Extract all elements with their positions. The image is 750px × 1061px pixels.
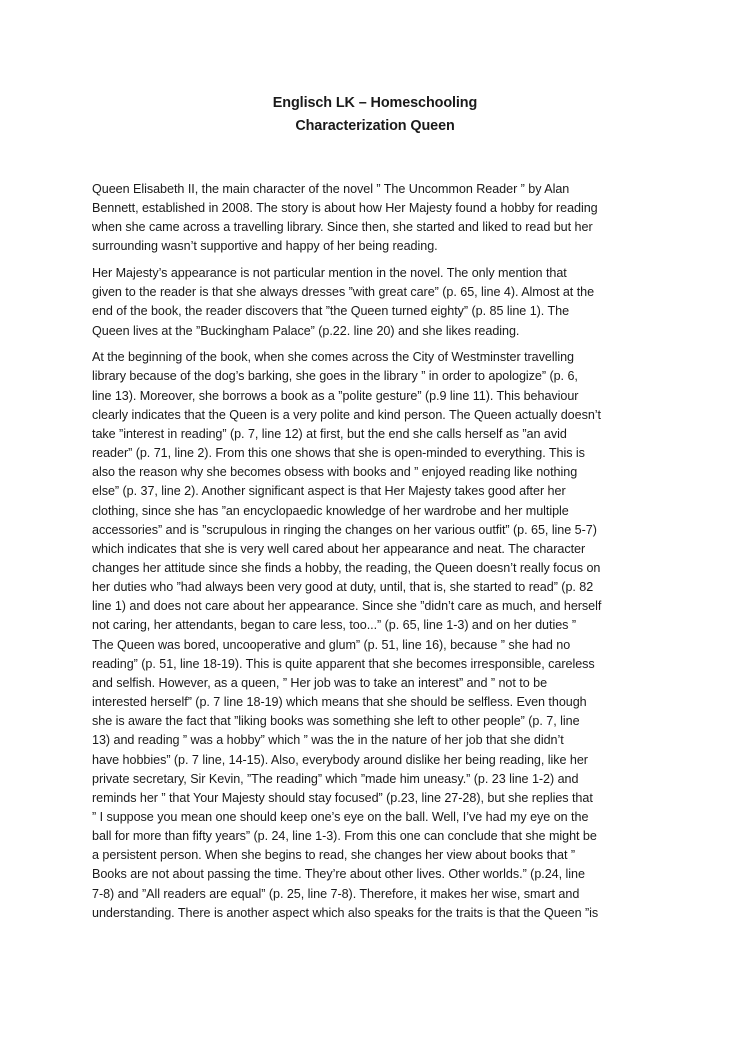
text-line: have hobbies” (p. 7 line, 14-15). Also, everybody around dislike her being reading, like her <box>92 752 588 767</box>
document-title: Englisch LK – Homeschooling <box>272 95 478 111</box>
text-line: when she came across a travelling library. Since then, she started and liked to read but her <box>92 220 593 235</box>
text-line: reminds her ” that Your Majesty should stay focused” (p.23, line 27-28), but she replies that <box>92 790 593 805</box>
text-line: 13) and reading ” was a hobby” which ” was the in the nature of her job that she didn’t <box>92 733 564 748</box>
text-line: accessories” and is ”scrupulous in ringing the changes on her various outfit” (p. 65, line 5-7) <box>92 522 597 537</box>
text-line: 7-8) and ”All readers are equal” (p. 25, line 7-8). Therefore, it makes her wise, smart and <box>92 886 580 901</box>
document-subtitle: Characterization Queen <box>295 118 455 134</box>
text-line: clearly indicates that the Queen is a very polite and kind person. The Queen actually doesn’t <box>92 407 601 422</box>
paragraph <box>92 264 657 341</box>
text-line: which indicates that she is very well cared about her appearance and neat. The character <box>92 541 586 556</box>
text-line: ball for more than fifty years” (p. 24, line 1-3). From this one can conclude that she might be <box>92 829 597 844</box>
text-line: reading” (p. 51, line 18-19). This is quite apparent that she becomes irresponsible, careless <box>92 656 595 671</box>
text-line: she is aware the fact that ”liking books was something she left to other people” (p. 7, line <box>92 714 580 729</box>
text-line: clothing, since she has ”an encyclopaedic knowledge of her wardrobe and her multiple <box>92 503 569 518</box>
text-line: take ”interest in reading” (p. 7, line 12) at first, but the end she calls herself as ”an avid <box>92 426 567 441</box>
text-line: her duties who ”had always been very good at duty, until, that is, she started to read” (p. 82 <box>92 580 594 595</box>
paragraph <box>92 180 657 257</box>
text-line: The Queen was bored, uncooperative and glum” (p. 51, line 16), because ” she had no <box>92 637 571 652</box>
text-line: not caring, her attendants, began to care less, too...” (p. 65, line 1-3) and on her duties ” <box>92 618 576 633</box>
text-line: end of the book, the reader discovers that ”the Queen turned eighty” (p. 85 line 1). The <box>92 304 570 319</box>
text-line: also the reason why she becomes obsess with books and ” enjoyed reading like nothing <box>92 465 578 480</box>
document-body <box>92 180 657 930</box>
text-line: private secretary, Sir Kevin, ”The reading” which ”made him uneasy.” (p. 23 line 1-2) and <box>92 771 579 786</box>
text-line: library because of the dog’s barking, she goes in the library ” in order to apologize” (p. 6, <box>92 369 578 384</box>
text-line: Her Majesty’s appearance is not particular mention in the novel. The only mention that <box>92 266 567 281</box>
text-line: ” I suppose you mean one should keep one’s eye on the ball. Well, I’ve had my eye on the <box>92 810 589 824</box>
paragraph <box>92 348 657 923</box>
text-line: Queen lives at the ”Buckingham Palace” (p.22. line 20) and she likes reading. <box>92 323 520 338</box>
text-line: reader” (p. 71, line 2). From this one shows that she is open-minded to everything. This is <box>92 446 585 461</box>
text-line: Books are not about passing the time. They’re about other lives. Other worlds.” (p.24, line <box>92 867 585 882</box>
text-line: At the beginning of the book, when she comes across the City of Westminster travelling <box>92 350 574 365</box>
text-line: Queen Elisabeth II, the main character of the novel ” The Uncommon Reader ” by Alan <box>92 182 570 196</box>
text-line: line 13). Moreover, she borrows a book as a ”polite gesture” (p.9 line 11). This behaviour <box>92 388 579 403</box>
text-line: and selfish. However, as a queen, ” Her job was to take an interest” and ” not to be <box>92 675 548 690</box>
text-line: surrounding wasn’t supportive and happy of her being reading. <box>92 239 438 254</box>
text-line: Bennett, established in 2008. The story is about how Her Majesty found a hobby for reading <box>92 201 598 216</box>
text-line: interested herself” (p. 7 line 18-19) which means that she should be selfless. Even though <box>92 695 587 710</box>
text-line: understanding. There is another aspect which also speaks for the traits is that the Queen ”is <box>92 905 599 920</box>
document-header <box>0 92 750 138</box>
text-line: changes her attitude since she finds a hobby, the reading, the Queen doesn’t really focus on <box>92 560 601 575</box>
text-line: else” (p. 37, line 2). Another significant aspect is that Her Majesty takes good after her <box>92 484 566 499</box>
text-line: given to the reader is that she always dresses ”with great care” (p. 65, line 4). Almost at the <box>92 285 595 300</box>
text-line: a persistent person. When she begins to read, she changes her view about books that ” <box>92 848 576 863</box>
text-line: line 1) and does not care about her appearance. Since she ”didn’t care as much, and herself <box>92 599 602 614</box>
